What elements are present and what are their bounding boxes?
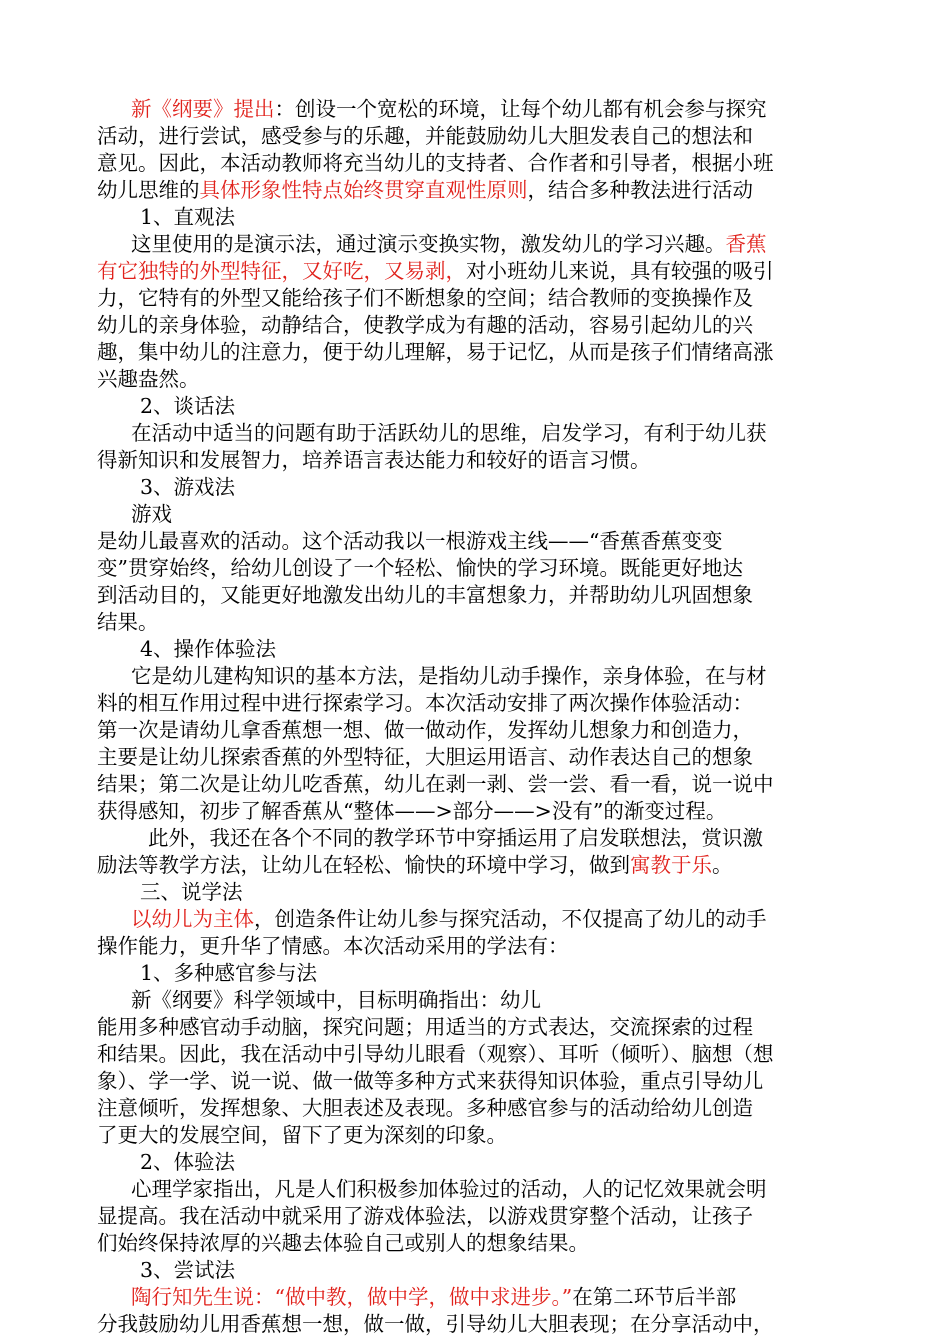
section-heading: 三、说学法: [140, 880, 243, 904]
text-line: 趣，集中幼儿的注意力，便于幼儿理解，易于记忆，从而是孩子们情绪高涨: [97, 340, 774, 364]
text-line: 获得感知，初步了解香蕉从“整体——>部分——>没有”的渐变过程。: [97, 799, 727, 823]
section-heading: 1、直观法: [140, 205, 236, 229]
text-line: 注意倾听，发挥想象、大胆表述及表现。多种感官参与的活动给幼儿创造: [97, 1096, 753, 1120]
text-line: 兴趣盎然。: [97, 367, 200, 391]
text-line: 此外，我还在各个不同的教学环节中穿插运用了启发联想法，赏识激: [148, 826, 763, 850]
text-line: 象）、学一学、说一说、做一做等多种方式来获得知识体验，重点引导幼儿: [97, 1069, 764, 1093]
text-line: 分我鼓励幼儿用香蕉想一想，做一做，引导幼儿大胆表现；在分享活动中，: [97, 1312, 774, 1336]
text-line: 第一次是请幼儿拿香蕉想一想、做一做动作，发挥幼儿想象力和创造力，: [97, 718, 753, 742]
text-line: 显提高。我在活动中就采用了游戏体验法，以游戏贯穿整个活动，让孩子: [97, 1204, 753, 1228]
text-line: 心理学家指出，凡是人们积极参加体验过的活动，人的记忆效果就会明: [131, 1177, 767, 1201]
text-line: 意见。因此，本活动教师将充当幼儿的支持者、合作者和引导者，根据小班: [97, 151, 774, 175]
section-heading: 2、谈话法: [140, 394, 236, 418]
text-line: 它是幼儿建构知识的基本方法，是指幼儿动手操作，亲身体验，在与材: [131, 664, 767, 688]
text-line: 新《纲要》提出：创设一个宽松的环境，让每个幼儿都有机会参与探究: [131, 97, 767, 121]
text-line: 们始终保持浓厚的兴趣去体验自己或别人的想象结果。: [97, 1231, 589, 1255]
text-line: 是幼儿最喜欢的活动。这个活动我以一根游戏主线——“香蕉香蕉变变: [97, 529, 723, 553]
text-line: 力，它特有的外型又能给孩子们不断想象的空间；结合教师的变换操作及: [97, 286, 753, 310]
text-line: 有它独特的外型特征，又好吃，又易剥，对小班幼儿来说，具有较强的吸引: [97, 259, 774, 283]
text-line: 到活动目的，又能更好地激发出幼儿的丰富想象力，并帮助幼儿巩固想象: [97, 583, 753, 607]
text-line: 励法等教学方法，让幼儿在轻松、愉快的环境中学习，做到寓教于乐。: [97, 853, 733, 877]
text-line: 得新知识和发展智力，培养语言表达能力和较好的语言习惯。: [97, 448, 651, 472]
text-line: 新《纲要》科学领域中，目标明确指出：幼儿: [131, 988, 541, 1012]
text-line: 结果。: [97, 610, 159, 634]
text-line: 变”贯穿始终，给幼儿创设了一个轻松、愉快的学习环境。既能更好地达: [97, 556, 743, 580]
text-line: 料的相互作用过程中进行探索学习。本次活动安排了两次操作体验活动：: [97, 691, 753, 715]
text-line: 能用多种感官动手动脑，探究问题；用适当的方式表达，交流探索的过程: [97, 1015, 753, 1039]
text-line: 这里使用的是演示法，通过演示变换实物，激发幼儿的学习兴趣。香蕉: [131, 232, 767, 256]
section-heading: 3、游戏法: [140, 475, 236, 499]
text-line: 结果；第二次是让幼儿吃香蕉，幼儿在剥一剥、尝一尝、看一看，说一说中: [97, 772, 774, 796]
text-line: 和结果。因此，我在活动中引导幼儿眼看（观察）、耳听（倾听）、脑想（想: [97, 1042, 774, 1066]
text-line: 以幼儿为主体，创造条件让幼儿参与探究活动，不仅提高了幼儿的动手: [131, 907, 767, 931]
text-line: 了更大的发展空间，留下了更为深刻的印象。: [97, 1123, 507, 1147]
section-heading: 3、尝试法: [140, 1258, 236, 1282]
text-line: 在活动中适当的问题有助于活跃幼儿的思维，启发学习，有利于幼儿获: [131, 421, 767, 445]
section-heading: 1、多种感官参与法: [140, 961, 318, 985]
text-line: 陶行知先生说：“做中教，做中学，做中求进步。”在第二环节后半部: [131, 1285, 737, 1309]
text-line: 幼儿思维的具体形象性特点始终贯穿直观性原则，结合多种教法进行活动: [97, 178, 753, 202]
text-line: 游戏: [131, 502, 172, 526]
section-heading: 2、体验法: [140, 1150, 236, 1174]
text-line: 幼儿的亲身体验，动静结合，使教学成为有趣的活动，容易引起幼儿的兴: [97, 313, 753, 337]
text-line: 活动，进行尝试，感受参与的乐趣，并能鼓励幼儿大胆发表自己的想法和: [97, 124, 753, 148]
text-line: 操作能力，更升华了情感。本次活动采用的学法有：: [97, 934, 569, 958]
text-line: 主要是让幼儿探索香蕉的外型特征，大胆运用语言、动作表达自己的想象: [97, 745, 753, 769]
section-heading: 4、操作体验法: [140, 637, 277, 661]
